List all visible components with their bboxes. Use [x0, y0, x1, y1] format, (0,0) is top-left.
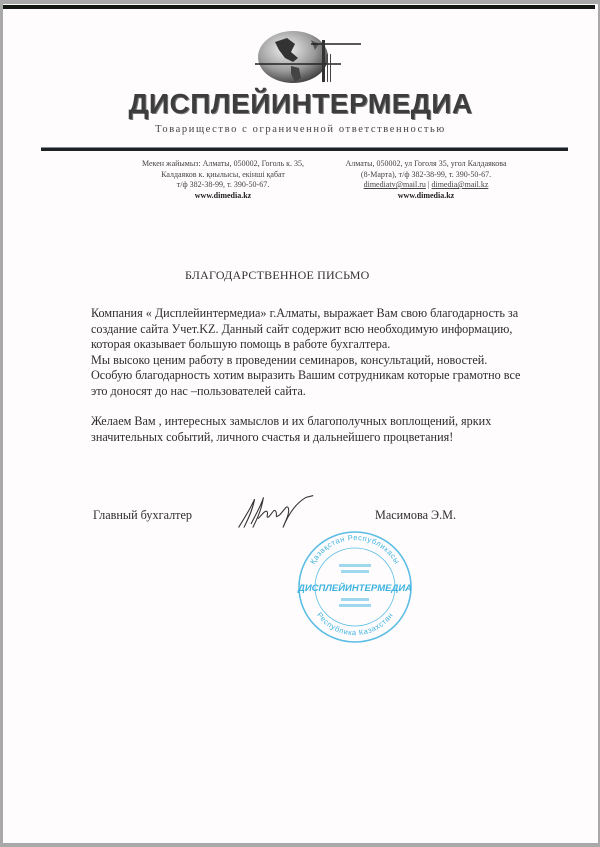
address-russian — [326, 159, 526, 201]
handwritten-signature — [235, 492, 315, 532]
stamp-outer-bottom: Республика Казахстан — [315, 610, 395, 638]
email-line — [326, 180, 526, 191]
address-line: Калдаяков к. қиылысы, екінші қабат — [161, 169, 285, 179]
website: www.dimedia.kz — [397, 190, 455, 200]
header-rule — [41, 147, 568, 151]
company-stamp — [295, 528, 415, 646]
globe-logo-icon — [253, 28, 363, 86]
email-link[interactable]: dimediatv@mail.ru — [363, 180, 426, 189]
text-line: которая оказывает большую помощь в работе бухгалтера. — [91, 337, 391, 352]
signatory-role: Главный бухгалтер — [93, 508, 193, 522]
signatory-name: Масимова Э.М. — [375, 508, 457, 522]
address-kazakh — [125, 159, 321, 201]
address-line: (8-Марта), т/ф 382-38-99, т. 390-50-67. — [360, 169, 492, 179]
text-line: создание сайта Учет.KZ. Данный сайт содержит всю необходимую информацию, — [91, 321, 513, 336]
email-separator: | — [425, 180, 432, 189]
svg-text:Қазақстан Республикасы — [308, 533, 402, 566]
address-line: Мекен жайымыз: Алматы, 050002, Гоголь к. 35, — [141, 159, 305, 168]
letter-paragraph-2 — [91, 414, 551, 445]
letter-page — [3, 4, 598, 843]
text-line: Особую благодарность хотим выразить Вашим сотрудникам которые грамотно все — [91, 368, 521, 383]
text-line: значительных событий, личного счастья и дальнейшего процветания! — [91, 429, 454, 444]
text-line: Желаем Вам , интересных замыслов и их благополучных воплощений, ярких — [91, 414, 492, 428]
company-name: ДИСПЛЕЙИНТЕРМЕДИА — [128, 88, 473, 119]
letter-paragraph-1 — [91, 306, 551, 400]
text-line: Компания « Дисплейинтермедиа» г.Алматы, выражает Вам свою благодарность за — [91, 306, 519, 320]
stamp-outer-top: Қазақстан Республикасы — [308, 532, 402, 566]
phone-line: т/ф 382-38-99, т. 390-50-67. — [176, 180, 270, 189]
address-line: Алматы, 050002, ул Гоголя 35, угол Калдаякова — [345, 159, 507, 168]
top-rule — [3, 5, 595, 9]
email-link[interactable]: dimedia@mail.kz — [431, 180, 489, 189]
text-line: Мы высоко ценим работу в проведении семинаров, консультаций, новостей. — [91, 352, 488, 367]
letter-title: БЛАГОДАРСТВЕННОЕ ПИСЬМО — [185, 268, 370, 282]
text-line: это доносят до нас –пользователей сайта. — [91, 383, 306, 398]
stamp-center-text: ДИСПЛЕЙИНТЕРМЕДИА — [297, 583, 413, 594]
website: www.dimedia.kz — [194, 190, 252, 200]
company-type: Товарищество с ограниченной ответственностью — [155, 124, 446, 135]
